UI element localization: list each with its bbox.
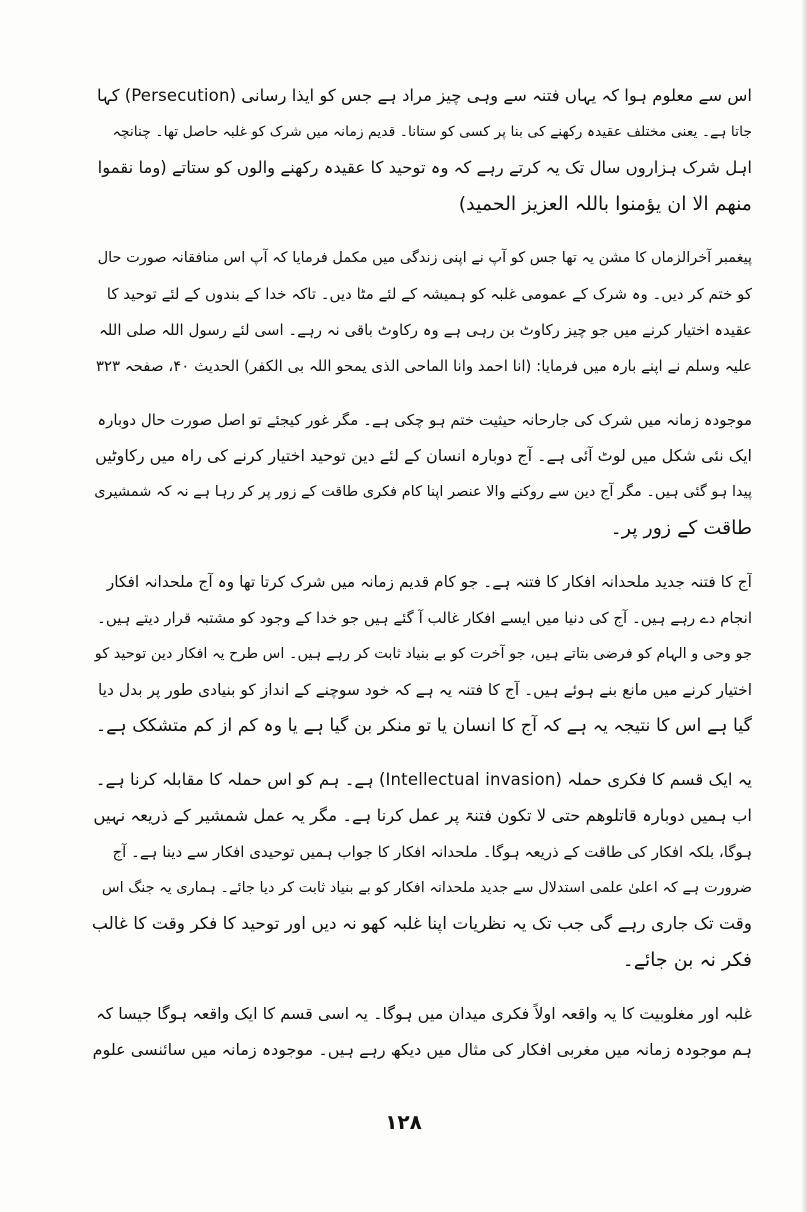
page-number: ۱۲۸ [385,1110,422,1134]
text-line: عقیدہ اختیار کرنے میں جو چیز رکاوٹ بن رہی ہے وہ رکاوٹ باقی نہ رہے۔ اسی لئے رسول اللہ صلی اللہ [99,321,752,339]
text-line: پیغمبر آخرالزماں کا مشن یہ تھا جس کو آپ نے اپنی زندگی میں مکمل فرمایا کہ آپ اس منافقانہ صورت حال [97,250,752,266]
paragraph [92,762,752,978]
paragraph [92,996,752,1068]
text-line: اس سے معلوم ہوا کہ یہاں فتنہ سے وہی چیز مراد ہے جس کو ایذا رسانی (Persecution) کہا [97,86,752,105]
paragraph [92,402,752,546]
text-line: طاقت کے زور پر۔ [610,517,752,539]
text-line: وقت تک جاری رہے گی جب تک یہ نظریات اپنا غلبہ کھو نہ دیں اور توحید کا فکر وقت کا غالب [92,914,752,934]
text-line: ہم موجودہ زمانہ میں مغربی افکار کی مثال میں دیکھ رہے ہیں۔ موجودہ زمانہ میں سائنسی علوم [92,1040,752,1059]
text-line: علیہ وسلم نے اپنے بارہ میں فرمایا: (انا احمد وانا الماحی الذی یمحو اللہ بی الکفر) الحدیث ۴۰، صفحہ ۳۲۳ [95,357,752,375]
paragraph [92,78,752,222]
text-line: گیا ہے اس کا نتیجہ یہ ہے کہ آج کا انسان یا تو منکر بن گیا ہے یا وہ کم از کم متشکک ہے۔ [95,716,752,736]
text-line: اب ہمیں دوبارہ قاتلوھم حتی لا تکون فتنۃ پر عمل کرنا ہے۔ مگر یہ عمل شمشیر کے ذریعہ نہیں [93,806,752,825]
paragraph [92,564,752,744]
page-edge-shadow [801,0,807,1212]
text-line: کو ختم کر دیں۔ وہ شرک کے عمومی غلبہ کو ہمیشہ کے لئے مٹا دیں۔ تاکہ خدا کے بندوں کے لئے توحید کا [106,285,752,303]
text-line: ضرورت ہے کہ اعلیٰ علمی استدلال سے جدید ملحدانہ افکار کو بے بنیاد ثابت کر دیا جائے۔ ہماری یہ جنگ اس [101,880,752,896]
body-text [92,78,752,1086]
text-line: ایک نئی شکل میں لوٹ آئی ہے۔ آج دوبارہ انسان کے لئے دین توحید اختیار کرنے کی راہ میں رکاوٹیں [95,446,752,465]
text-line: جاتا ہے۔ یعنی مختلف عقیدہ رکھنے کی بنا پر کسی کو ستانا۔ قدیم زمانہ میں شرک کو غلبہ حاصل تھا۔ چنانچہ [112,124,752,140]
text-line: فکر نہ بن جائے۔ [622,949,752,971]
text-line: جو وحی و الہام کو فرضی بتاتے ہیں، جو آخرت کو بے بنیاد ثابت کر رہے ہیں۔ اس طرح یہ افکار دین توحید کو [94,646,752,662]
text-line: موجودہ زمانہ میں شرک کی جارحانہ حیثیت ختم ہو چکی ہے۔ مگر غور کیجئے تو اصل صورت حال دوبارہ [97,411,752,429]
text-line: آج کا فتنہ جدید ملحدانہ افکار کا فتنہ ہے۔ جو کام قدیم زمانہ میں شرک کرتا تھا وہ آج ملحدانہ افکار [106,573,752,591]
text-line: منھم الا ان یؤمنوا باللہ العزیز الحمید) [458,193,752,215]
text-line: ہوگا، بلکہ افکار کی طاقت کے ذریعہ ہوگا۔ ملحدانہ افکار کا جواب ہمیں توحیدی افکار سے دینا ہے۔ آج [112,843,752,861]
text-line: اہل شرک ہزاروں سال تک یہ کرتے رہے کہ وہ توحید کا عقیدہ رکھنے والوں کو ستاتے (وما نقموا [97,158,752,177]
text-line: یہ ایک قسم کا فکری حملہ (Intellectual invasion) ہے۔ ہم کو اس حملہ کا مقابلہ کرنا ہے۔ [95,770,752,789]
text-line: پیدا ہو گئی ہیں۔ مگر آج دین سے روکنے والا عنصر اپنا کام فکری طاقت کے زور پر کر رہا ہے نہ کہ شمشیری [94,484,752,500]
text-line: غلبہ اور مغلوبیت کا یہ واقعہ اولاً فکری میدان میں ہوگا۔ یہ اسی قسم کا ایک واقعہ ہوگا جیسا کہ [96,1004,752,1023]
text-line: اختیار کرنے میں مانع بنے ہوئے ہیں۔ آج کا فتنہ یہ ہے کہ خود سوچنے کے انداز کو بنیادی طور پر بدل دیا [97,681,752,699]
paragraph [92,240,752,384]
text-line: انجام دے رہے ہیں۔ آج کی دنیا میں ایسے افکار غالب آ گئے ہیں جو خدا کے وجود کو مشتبہ قرار دیتے ہیں۔ [97,609,752,627]
